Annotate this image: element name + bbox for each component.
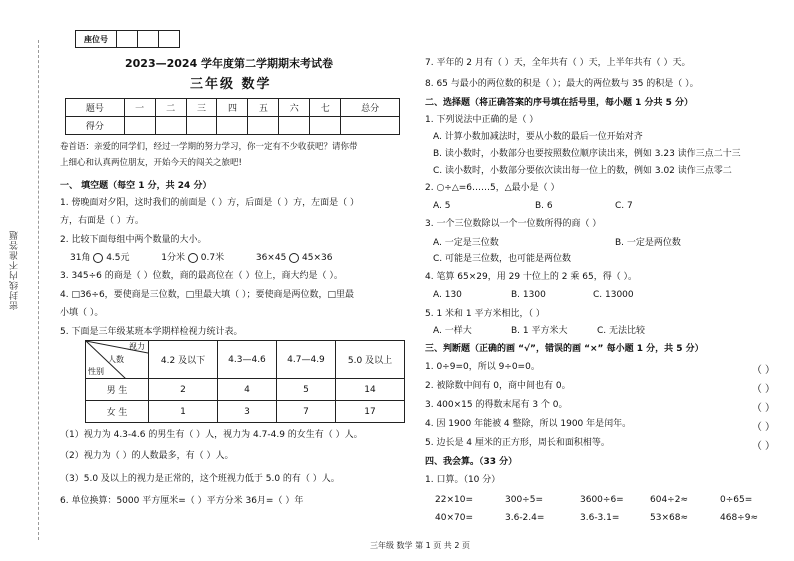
score-header-cell: 一 xyxy=(124,99,155,117)
question-6: 6. 单位换算：5000 平方厘米=（ ）平方分米 36月=（ ）年 xyxy=(60,496,304,506)
calc-title: 1. 口算。（10 分） xyxy=(425,475,501,485)
calc-item: 22×10= xyxy=(435,495,473,505)
score-header-cell: 四 xyxy=(217,99,248,117)
score-cell[interactable] xyxy=(310,117,341,135)
question-4b: 小填（ ）。 xyxy=(60,308,104,318)
score-cell[interactable] xyxy=(124,117,155,135)
section-1-title: 一、 填空题（每空 1 分，共 24 分） xyxy=(60,181,212,191)
choice-1-option-c: C. 读小数时，小数部分要依次读出每一位上的数，例如 3.02 读作三点零二 xyxy=(433,166,732,176)
score-header-cell: 六 xyxy=(279,99,310,117)
compare-circle[interactable] xyxy=(289,253,299,263)
choice-3: 3. 一个三位数除以一个一位数所得的商（ ） xyxy=(425,219,602,229)
vision-row-label: 女 生 xyxy=(86,401,149,423)
score-header-cell: 三 xyxy=(186,99,217,117)
vision-value: 3 xyxy=(217,401,276,423)
choice-4-option: A. 130 xyxy=(433,290,462,300)
compare-item: 31角 xyxy=(70,253,91,263)
compare-item: 45×36 xyxy=(302,253,333,263)
vision-value: 4 xyxy=(217,379,276,401)
vision-header: 4.7—4.9 xyxy=(276,341,335,379)
exam-subtitle: 三年级 数学 xyxy=(190,77,272,92)
choice-5-option: B. 1 平方米大 xyxy=(511,326,568,336)
vision-row-label: 男 生 xyxy=(86,379,149,401)
score-header-cell: 总分 xyxy=(341,99,400,117)
calc-item: 0÷65= xyxy=(720,495,753,505)
left-column xyxy=(60,0,415,561)
compare-item: 4.5元 xyxy=(106,253,130,263)
compare-circle[interactable] xyxy=(93,253,103,263)
judge-4: 4. 因 1900 年能被 4 整除，所以 1900 年是闰年。 xyxy=(425,419,632,429)
choice-2-option: C. 7 xyxy=(615,201,633,211)
question-5-2: （2）视力为（ ）的人数最多，有（ ）人。 xyxy=(60,451,234,461)
judge-answer-4[interactable]: （ ） xyxy=(751,422,775,433)
score-header-cell: 五 xyxy=(248,99,279,117)
choice-5-option: C. 无法比较 xyxy=(597,326,646,336)
question-8: 8. 65 与最小的两位数的积是（ ）；最大的两位数与 35 的积是（ ）。 xyxy=(425,79,699,89)
corner-label-vision: 视力 xyxy=(129,342,145,351)
question-1b: 方，右面是（ ）方。 xyxy=(60,216,144,226)
intro-line-1: 卷首语：亲爱的同学们，经过一学期的努力学习，你一定有不少收获吧？请你带 xyxy=(60,142,358,152)
calc-item: 300÷5= xyxy=(505,495,543,505)
choice-2-option: B. 6 xyxy=(535,201,553,211)
choice-2: 2. ○÷△=6……5，△最小是（ ） xyxy=(425,183,560,193)
section-2-title: 二、选择题（将正确答案的序号填在括号里，每小题 1 分共 5 分） xyxy=(425,98,694,108)
score-cell[interactable] xyxy=(279,117,310,135)
compare-circle[interactable] xyxy=(188,253,198,263)
calc-item: 40×70= xyxy=(435,513,473,523)
judge-3: 3. 400×15 的得数末尾有 3 个 0。 xyxy=(425,400,568,410)
compare-item: 36×45 xyxy=(255,253,287,263)
vision-value: 1 xyxy=(149,401,218,423)
judge-5: 5. 边长是 4 厘米的正方形，周长和面积相等。 xyxy=(425,438,610,448)
vision-header: 4.3—4.6 xyxy=(217,341,276,379)
vision-value: 17 xyxy=(335,401,404,423)
seal-line-notice: 密封线内不准答题 xyxy=(10,230,20,310)
choice-5-option: A. 一样大 xyxy=(433,326,472,336)
question-4a: 4. □36÷6，要使商是三位数，□里最大填（ ）；要使商是两位数，□里最 xyxy=(60,290,355,300)
judge-answer-2[interactable]: （ ） xyxy=(751,384,775,395)
section-3-title: 三、判断题（正确的画 “√”，错误的画 “×” 每小题 1 分，共 5 分） xyxy=(425,344,704,354)
score-cell[interactable] xyxy=(217,117,248,135)
choice-1: 1. 下列说法中正确的是（ ） xyxy=(425,115,539,125)
choice-3-option-b: B. 一定是两位数 xyxy=(615,238,681,248)
binding-line xyxy=(38,40,39,540)
choice-3-option-a: A. 一定是三位数 xyxy=(433,238,499,248)
choice-1-option-a: A. 计算小数加减法时，要从小数的最后一位开始对齐 xyxy=(433,132,643,142)
intro-line-2: 上细心和认真两位朋友，开始今天的闯关之旅吧! xyxy=(60,158,242,168)
choice-3-option-c: C. 可能是三位数，也可能是两位数 xyxy=(433,254,572,264)
vision-header: 4.2 及以下 xyxy=(149,341,218,379)
choice-2-option: A. 5 xyxy=(433,201,451,211)
question-7: 7. 平年的 2 月有（ ）天，全年共有（ ）天，上半年共有（ ）天。 xyxy=(425,58,691,68)
choice-4-option: C. 13000 xyxy=(593,290,634,300)
calc-item: 3.6-2.4= xyxy=(505,513,545,523)
score-header-cell: 七 xyxy=(310,99,341,117)
score-cell[interactable] xyxy=(248,117,279,135)
score-header-cell: 题号 xyxy=(66,99,125,117)
judge-answer-5[interactable]: （ ） xyxy=(751,441,775,452)
question-3: 3. 345÷6 的商是（ ）位数，商的最高位在（ ）位上，商大约是（ ）。 xyxy=(60,271,343,281)
question-5-3: （3）5.0 及以上的视力是正常的，这个班视力低于 5.0 的有（ ）人。 xyxy=(60,474,340,484)
question-1a: 1. 傍晚面对夕阳，这时我们的前面是（ ）方，后面是（ ）方，左面是（ ） xyxy=(60,198,360,208)
compare-item: 1分米 xyxy=(161,253,186,263)
calc-item: 604÷2≈ xyxy=(650,495,688,505)
page-footer: 三年级 数学 第 1 页 共 2 页 xyxy=(370,541,470,550)
calc-item: 3.6-3.1= xyxy=(580,513,620,523)
vision-value: 5 xyxy=(276,379,335,401)
score-cell[interactable] xyxy=(186,117,217,135)
compare-item: 0.7米 xyxy=(200,253,225,263)
vision-value: 14 xyxy=(335,379,404,401)
seat-label: 座位号 xyxy=(76,31,117,48)
vision-value: 7 xyxy=(276,401,335,423)
vision-table xyxy=(85,340,405,423)
choice-5: 5. 1 米和 1 平方米相比，（ ） xyxy=(425,309,545,319)
choice-4: 4. 笔算 65×29，用 29 十位上的 2 乘 65，得（ ）。 xyxy=(425,272,638,282)
choice-4-option: B. 1300 xyxy=(511,290,546,300)
score-header-cell: 二 xyxy=(155,99,186,117)
score-row-label: 得分 xyxy=(66,117,125,135)
judge-answer-1[interactable]: （ ） xyxy=(751,365,775,376)
score-cell[interactable] xyxy=(155,117,186,135)
question-5-1: （1）视力为 4.3-4.6 的男生有（ ）人，视力为 4.7-4.9 的女生有（ ）人。 xyxy=(60,430,363,440)
score-cell[interactable] xyxy=(341,117,400,135)
calc-item: 3600÷6= xyxy=(580,495,624,505)
score-table xyxy=(65,98,400,135)
choice-1-option-b: B. 读小数时，小数部分也要按照数位顺序读出来，例如 3.23 读作三点二十三 xyxy=(433,149,741,159)
calc-item: 468÷9≈ xyxy=(720,513,758,523)
compare-row xyxy=(70,252,333,264)
section-4-title: 四、我会算。（33 分） xyxy=(425,457,518,467)
calc-item: 53×68≈ xyxy=(650,513,688,523)
judge-1: 1. 0÷9=0，所以 9÷0=0。 xyxy=(425,362,540,372)
corner-label-count: 人数 xyxy=(108,355,124,364)
judge-answer-3[interactable]: （ ） xyxy=(751,403,775,414)
vision-corner-cell xyxy=(86,341,149,379)
judge-2: 2. 被除数中间有 0，商中间也有 0。 xyxy=(425,381,571,391)
vision-value: 2 xyxy=(149,379,218,401)
corner-label-gender: 性别 xyxy=(88,367,104,376)
question-2: 2. 比较下面每组中两个数量的大小。 xyxy=(60,235,207,245)
vision-header: 5.0 及以上 xyxy=(335,341,404,379)
exam-title: 2023—2024 学年度第二学期期末考试卷 xyxy=(125,57,334,70)
question-5: 5. 下面是三年级某班本学期样检视力统计表。 xyxy=(60,327,243,337)
right-column xyxy=(425,0,785,561)
